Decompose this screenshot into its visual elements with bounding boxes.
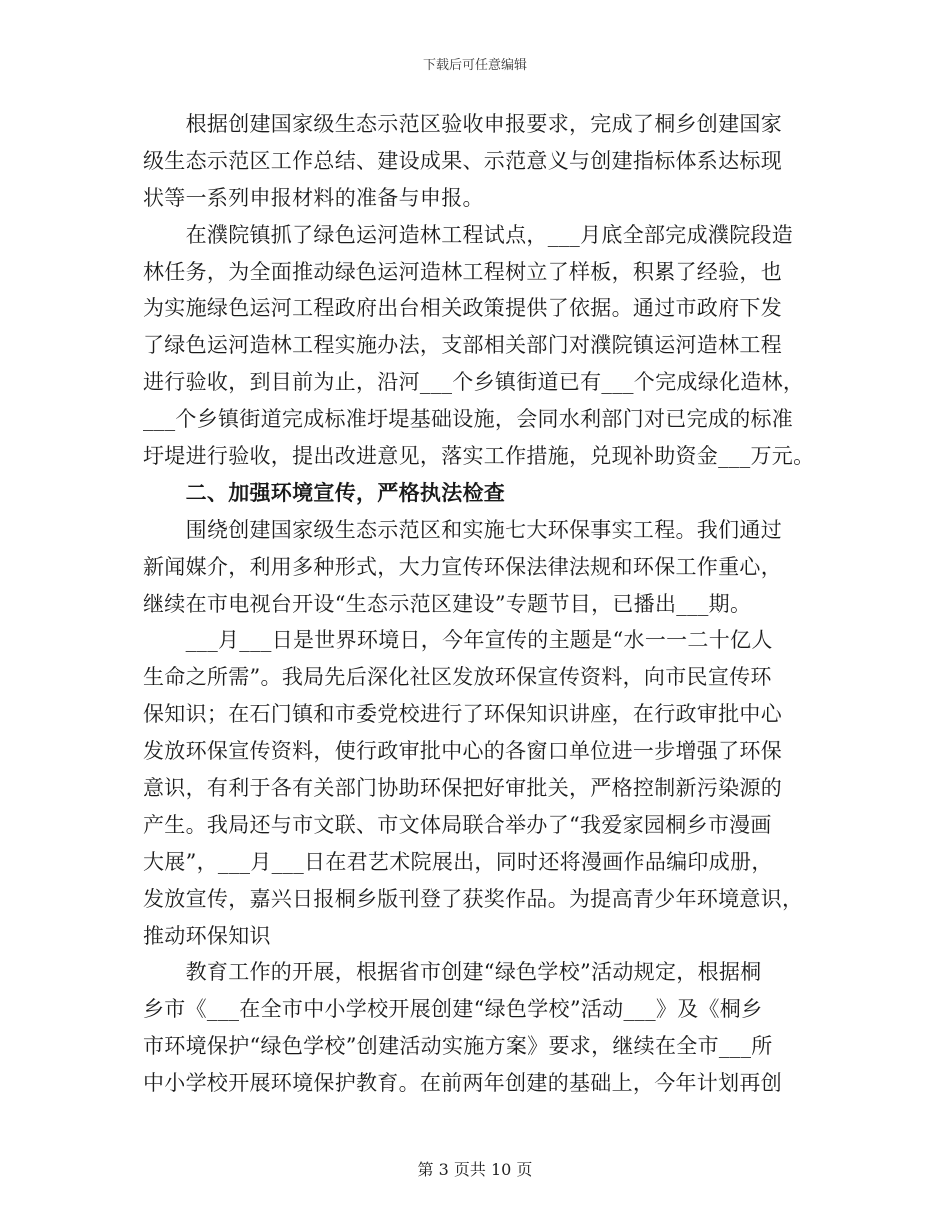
- text-line: 根据创建国家级生态示范区验收申报要求，完成了桐乡创建国家: [143, 112, 782, 136]
- document-body: [143, 106, 815, 1102]
- text-line: 产生。我局还与市文联、市文体局联合举办了“我爱家园桐乡市漫画: [143, 812, 772, 837]
- page-footer: 第 3 页共 10 页: [417, 1160, 533, 1179]
- text-line: 推动环保知识: [143, 923, 271, 948]
- text-line: 保知识；在石门镇和市委党校进行了环保知识讲座，在行政审批中心: [143, 702, 782, 727]
- page-header: 下载后可任意编辑: [422, 58, 527, 73]
- text-line: ___月___日是世界环境日，今年宣传的主题是“水一一二十亿人: [143, 628, 773, 653]
- text-line: 为实施绿色运河工程政府出台相关政策提供了依据。通过市政府下发: [143, 296, 782, 321]
- text-line: 意识，有利于各有关部门协助环保把好审批关，严格控制新污染源的: [143, 776, 782, 801]
- text-line: 了绿色运河造林工程实施办法，支部相关部门对濮院镇运河造林工程: [143, 333, 782, 358]
- text-line: 发放环保宣传资料，使行政审批中心的各窗口单位进一步增强了环保: [143, 739, 782, 764]
- section-heading: 二、加强环境宣传，严格执法检查: [143, 480, 506, 505]
- text-line: 圩堤进行验收，提出改进意见，落实工作措施，兑现补助资金___万元。: [143, 444, 815, 469]
- text-line: 乡市《___在全市中小学校开展创建“绿色学校”活动___》及《桐乡: [143, 997, 763, 1022]
- text-line: 市环境保护“绿色学校”创建活动实施方案》要求，继续在全市___所: [143, 1034, 773, 1059]
- text-line: 中小学校开展环境保护教育。在前两年创建的基础上，今年计划再创: [143, 1071, 782, 1096]
- text-line: 生命之所需”。我局先后深化社区发放环保宣传资料，向市民宣传环: [143, 665, 772, 690]
- text-line: 状等一系列申报材料的准备与申报。: [143, 185, 484, 210]
- text-line: 级生态示范区工作总结、建设成果、示范意义与创建指标体系达标现: [143, 148, 782, 173]
- text-line: 进行验收，到目前为止，沿河___个乡镇街道已有___个完成绿化造林，: [143, 370, 805, 395]
- text-line: ___个乡镇街道完成标准圩堤基础设施，会同水利部门对已完成的标准: [143, 407, 794, 432]
- text-line: 发放宣传，嘉兴日报桐乡版刊登了获奖作品。为提高青少年环境意识，: [143, 886, 804, 911]
- text-line: 大展”，___月___日在君艺术院展出，同时还将漫画作品编印成册，: [143, 849, 773, 874]
- text-line: 继续在市电视台开设“生态示范区建设”专题节目，已播出___期。: [143, 591, 752, 616]
- text-line: 在濮院镇抓了绿色运河造林工程试点，___月底全部完成濮院段造: [143, 222, 794, 247]
- text-line: 教育工作的开展，根据省市创建“绿色学校”活动规定，根据桐: [143, 960, 762, 985]
- text-line: 林任务，为全面推动绿色运河造林工程树立了样板，积累了经验，也: [143, 259, 782, 284]
- text-line: 围绕创建国家级生态示范区和实施七大环保事实工程。我们通过: [143, 517, 782, 542]
- text-line: 新闻媒介，利用多种形式，大力宣传环保法律法规和环保工作重心，: [143, 554, 782, 579]
